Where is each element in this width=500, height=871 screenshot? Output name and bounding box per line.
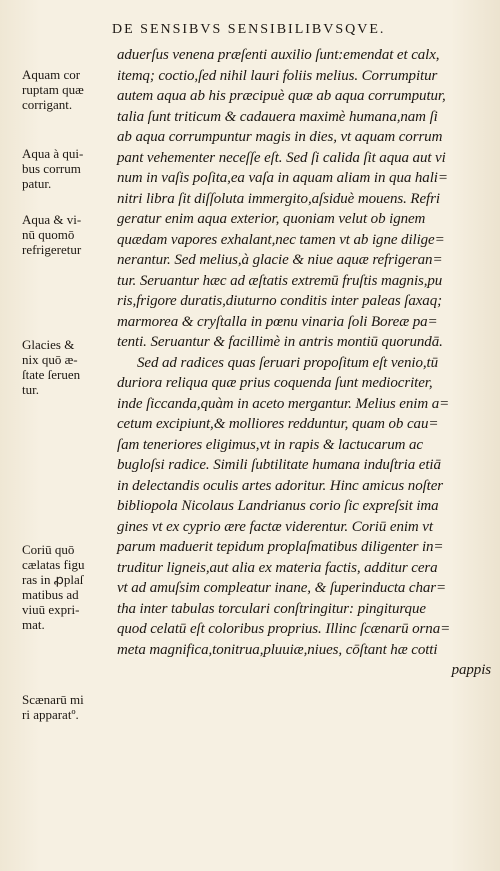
text-line: aduerſus venena præſenti auxilio ſunt:emendat et calx, bbox=[117, 47, 440, 63]
margin-note-scenery bbox=[22, 692, 114, 722]
text-line: gines vt ex cyprio ære factæ viderentur. Coriū enim vt bbox=[117, 518, 433, 535]
text-line: talia ſunt triticum & cadauera maximè humana,nam ſi bbox=[117, 108, 438, 125]
margin-note-line: Aquam cor bbox=[22, 67, 81, 82]
text-line: autem aqua ab his præcipuè quæ ab aqua corrumputur, bbox=[117, 88, 446, 104]
text-line: marmorea & cryſtalla in pœnu vinaria ſoli Boreæ pa= bbox=[117, 313, 438, 330]
margin-note-leather bbox=[22, 542, 114, 632]
margin-note-corruption bbox=[22, 146, 114, 191]
text-line: duriora reliqua quæ prius coquenda ſunt mediocriter, bbox=[117, 375, 433, 391]
text-line: bibliopola Nicolaus Landrianus corio ſic expreſsit ima bbox=[117, 498, 439, 514]
margin-note-line: patur. bbox=[22, 176, 52, 191]
margin-note-line: Coriū quō bbox=[22, 542, 75, 557]
margin-note-line: bus corrum bbox=[22, 161, 81, 176]
margin-note-line: tur. bbox=[22, 382, 39, 397]
margin-note-cooling bbox=[22, 212, 114, 257]
margin-note-line: viuū expri- bbox=[22, 602, 80, 617]
text-line: bugloſsi radice. Simili ſubtilitate humana induſtria etiā bbox=[117, 457, 441, 473]
margin-note-line: nix quō æ- bbox=[22, 352, 78, 367]
text-line: meta magnifica,tonitrua,pluuiæ,niues, cōſtant hæ cotti bbox=[117, 641, 438, 658]
margin-note-line: refrigeretur bbox=[22, 242, 82, 257]
catchword: pappis bbox=[451, 662, 491, 678]
text-line: tur. Seruantur hæc ad æſtatis extremū fruſtis magnis,pu bbox=[117, 272, 443, 289]
text-line: pant vehementer neceſſe eſt. Sed ſi calida ſit aqua aut vi bbox=[117, 149, 446, 166]
margin-note-line: ri apparatº. bbox=[22, 707, 79, 722]
margin-note-line: cælatas figu bbox=[22, 557, 85, 572]
margin-note-line: Glacies & bbox=[22, 337, 75, 352]
margin-note-line: Scænarū mi bbox=[22, 692, 84, 707]
text-line: ab aqua corrumpuntur magis in dies, vt aquam corrum bbox=[117, 129, 443, 145]
text-line: ris,frigore duratis,diuturno conditis inter paleas ſaxaq; bbox=[117, 293, 442, 309]
margin-note-line: ſtate ſeruen bbox=[22, 367, 81, 382]
text-line: truditur ligneis,aut alia ex materia factis, additur cera bbox=[117, 559, 438, 576]
margin-note-ice bbox=[22, 337, 114, 397]
margin-note-line: nū quomō bbox=[22, 227, 75, 242]
margin-note-line: ras in ꝓplaſ bbox=[22, 572, 84, 587]
text-line: Sed ad radices quas ſeruari propoſitum eſt venio,tū bbox=[137, 354, 438, 371]
text-line: tenti. Seruantur & facillimè in antris montiū quorundā. bbox=[117, 334, 443, 350]
margin-note-line: ruptam quæ bbox=[22, 82, 84, 97]
margin-note-line: matibus ad bbox=[22, 587, 79, 602]
text-line: inde ſiccanda,quàm in aceto mergantur. Melius enim a= bbox=[117, 395, 450, 412]
text-line: parum maduerit tepidum proplaſmatibus diligenter in= bbox=[117, 539, 444, 555]
text-line: itemq; coctio,ſed nihil lauri foliis melius. Corrumpitur bbox=[117, 67, 438, 84]
margin-note-line: corrigant. bbox=[22, 97, 73, 112]
text-line: quod celatū eſt coloribus proprius. Illinc ſcænarū orna= bbox=[117, 621, 451, 637]
text-line: nerantur. Sed melius,à glacie & niue aquæ refrigeran= bbox=[117, 252, 443, 268]
text-line: ſam teneriores eligimus,vt in rapis & lactucarum ac bbox=[117, 436, 423, 453]
text-line: nitri libra ſit diſſoluta immergito,aſsiduè mouens. Refri bbox=[117, 190, 440, 207]
text-line: in delectandis oculis artes adoritur. Hinc amicus noſter bbox=[117, 477, 444, 494]
margin-note-line: Aqua & vi- bbox=[22, 212, 82, 227]
text-line: geratur enim aqua exterior, quoniam velut ob ignem bbox=[117, 211, 426, 227]
margin-note-line: mat. bbox=[22, 617, 45, 632]
text-line: quædam vapores exhalant,nec tamen vt ab igne dilige= bbox=[117, 231, 445, 248]
text-line: cetum excipiunt,& molliores redduntur, quam ob cau= bbox=[117, 416, 439, 432]
margin-note-water bbox=[22, 67, 114, 112]
text-line: num in vaſis poſita,ea vaſa in aquam aliam in qua hali= bbox=[117, 170, 448, 186]
running-title: DE SENSIBVS SENSIBILIBVSQVE. bbox=[112, 22, 386, 37]
main-text-block bbox=[117, 45, 495, 681]
margin-note-line: Aqua à qui- bbox=[22, 146, 84, 161]
text-line: tha inter tabulas torculari conſtringitur: pingiturque bbox=[117, 600, 426, 617]
text-line: vt ad amuſsim compleatur inane, & ſuperinducta char= bbox=[117, 580, 447, 596]
